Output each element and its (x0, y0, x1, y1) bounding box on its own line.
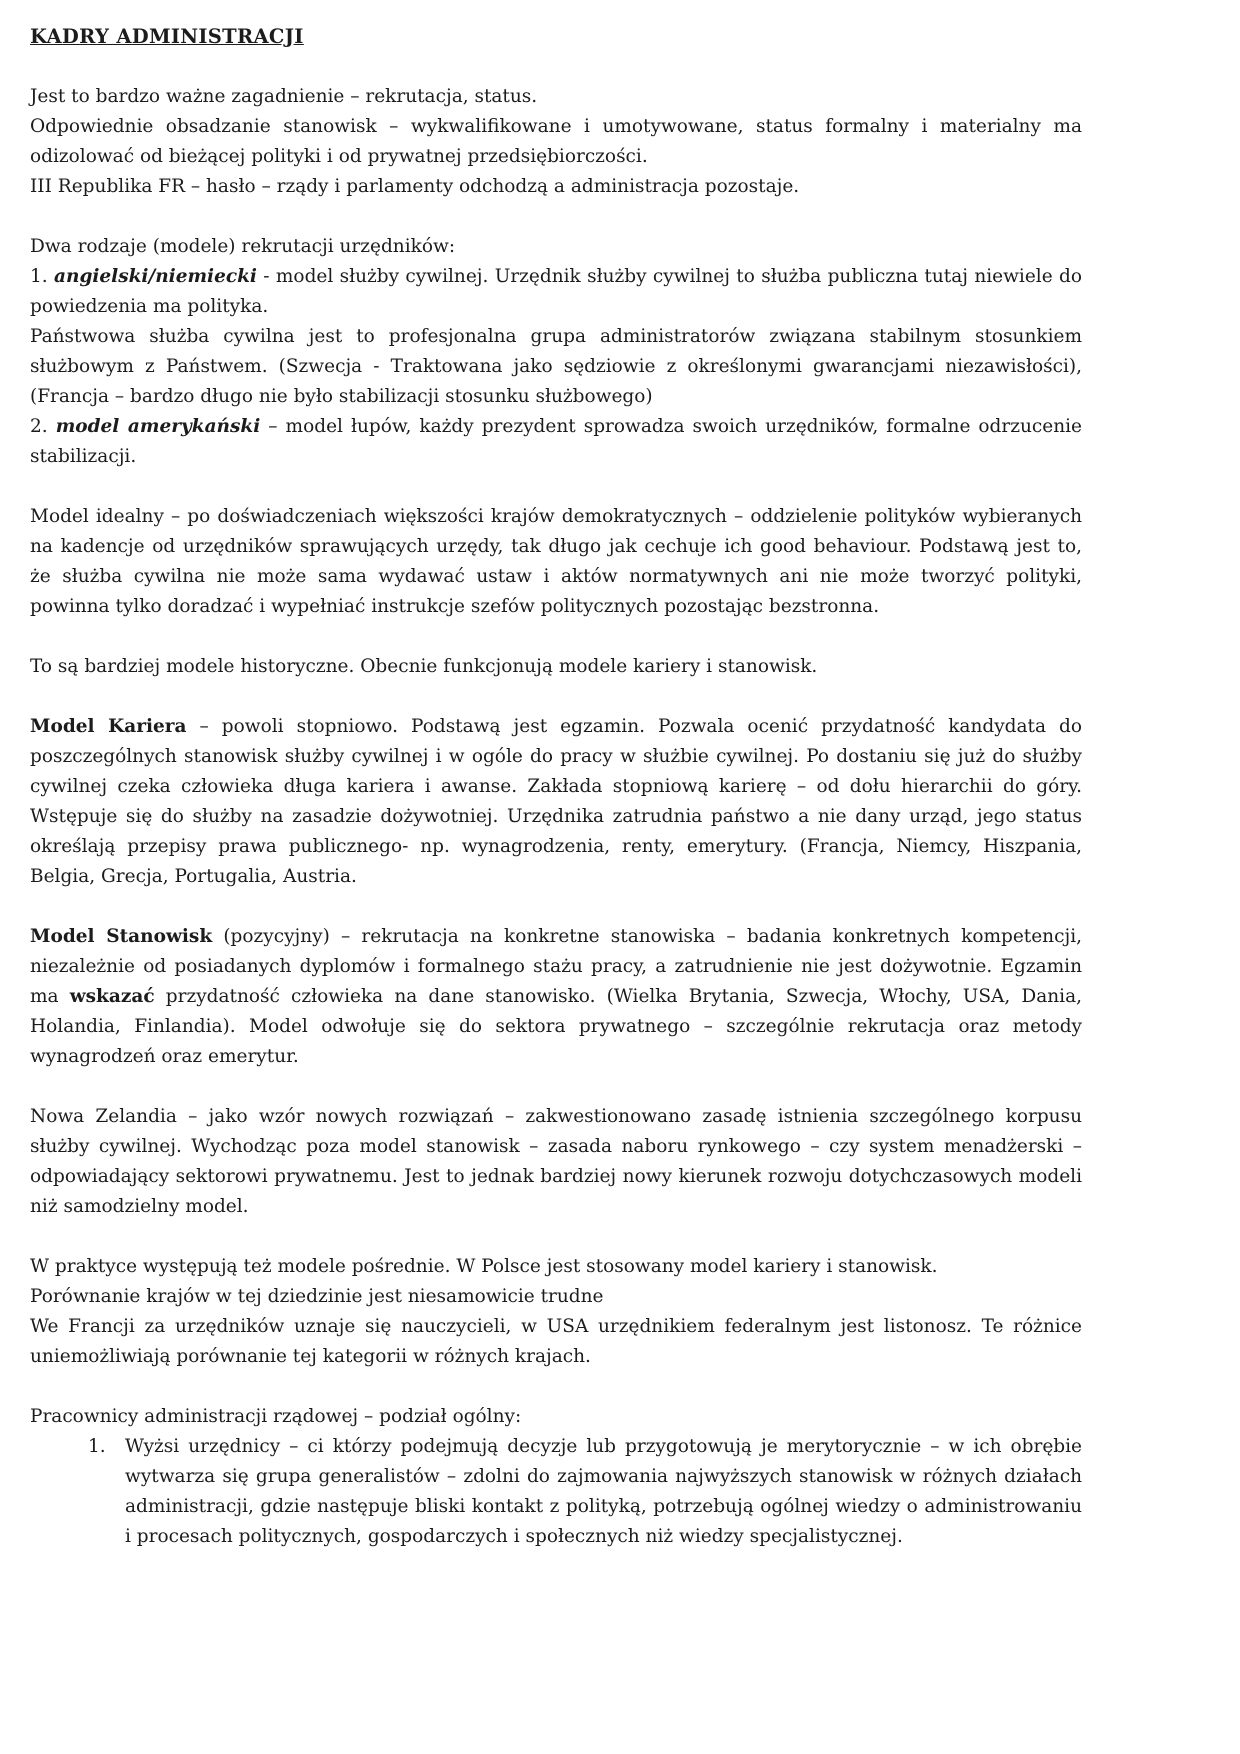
text-segment: KADRY ADMINISTRACJI (30, 25, 304, 48)
paragraph (30, 922, 1082, 1072)
blank-line (30, 52, 1082, 82)
paragraph (30, 322, 1082, 412)
text-segment: model amerykański (55, 416, 261, 437)
text-segment: Porównanie krajów w tej dziedzinie jest niesamowicie trudne (30, 1286, 604, 1307)
document-title (30, 22, 1082, 52)
blank-line (30, 1222, 1082, 1252)
text-segment: W praktyce występują też modele pośrednie. W Polsce jest stosowany model kariery i stanowisk. (30, 1256, 938, 1277)
text-segment: - model służby cywilnej. Urzędnik służby cywilnej to służba publiczna tutaj niewiele do powiedzenia ma polityka. (30, 266, 1082, 317)
text-segment: Model Kariera (30, 716, 187, 737)
text-segment: – powoli stopniowo. Podstawą jest egzamin. Pozwala ocenić przydatność kandydata do poszczególnych stanowisk służby cywilnej i w ogóle do pracy w służbie cywilnej. Po dostaniu się już do służby cywilnej czeka człowieka długa kariera i awanse. Zakłada stopniową karierę – od dołu hierarchii do góry. Wstępuje się do służby na zasadzie dożywotniej. Urzędnika zatrudnia państwo a nie dany urząd, jego status określają przepisy prawa publicznego- np. wynagrodzenia, renty, emerytury. (Francja, Niemcy, Hiszpania, Belgia, Grecja, Portugalia, Austria. (30, 716, 1082, 887)
blank-line (30, 1372, 1082, 1402)
paragraph (30, 502, 1082, 622)
paragraph (30, 262, 1082, 322)
blank-line (30, 682, 1082, 712)
paragraph (30, 1312, 1082, 1372)
paragraph (30, 1402, 1082, 1432)
paragraph (30, 712, 1082, 892)
blank-line (30, 622, 1082, 652)
text-segment: Model idealny – po doświadczeniach większości krajów demokratycznych – oddzielenie polityków wybieranych na kadencje od urzędników sprawujących urzędy, tak długo jak cechuje ich good behaviour. Podstawą jest to, że służba cywilna nie może sama wydawać ustaw i aktów normatywnych ani nie może tworzyć polityki, powinna tylko doradzać i wypełniać instrukcje szefów politycznych pozostając bezstronna. (30, 506, 1082, 617)
text-segment: Nowa Zelandia – jako wzór nowych rozwiązań – zakwestionowano zasadę istnienia szczególnego korpusu służby cywilnej. Wychodząc poza model stanowisk – zasada naboru rynkowego – czy system menadżerski – odpowiadający sektorowi prywatnemu. Jest to jednak bardziej nowy kierunek rozwoju dotychczasowych modeli niż samodzielny model. (30, 1106, 1082, 1217)
text-segment: przydatność człowieka na dane stanowisko. (Wielka Brytania, Szwecja, Włochy, USA, Dania, Holandia, Finlandia). Model odwołuje się do sektora prywatnego – szczególnie rekrutacja oraz metody wynagrodzeń oraz emerytur. (30, 986, 1082, 1067)
text-segment: To są bardziej modele historyczne. Obecnie funkcjonują modele kariery i stanowisk. (30, 656, 818, 677)
paragraph (30, 112, 1082, 172)
text-segment: Odpowiednie obsadzanie stanowisk – wykwalifikowane i umotywowane, status formalny i materialny ma odizolować od bieżącej polityki i od prywatnej przedsiębiorczości. (30, 116, 1082, 167)
text-segment: Dwa rodzaje (modele) rekrutacji urzędników: (30, 236, 456, 257)
text-segment: wskazać (69, 986, 155, 1007)
blank-line (30, 1072, 1082, 1102)
blank-line (30, 472, 1082, 502)
text-segment: Jest to bardzo ważne zagadnienie – rekrutacja, status. (30, 86, 538, 107)
paragraph (30, 232, 1082, 262)
list-item (30, 1432, 1082, 1552)
list-number: 1. (88, 1436, 106, 1457)
paragraph (30, 412, 1082, 472)
paragraph (30, 652, 1082, 682)
text-segment: Państwowa służba cywilna jest to profesjonalna grupa administratorów związana stabilnym stosunkiem służbowym z Państwem. (Szwecja - Traktowana jako sędziowie z określonymi gwarancjami niezawisłości), (Francja – bardzo długo nie było stabilizacji stosunku służbowego) (30, 326, 1082, 407)
text-segment: (pozycyjny) – rekrutacja na konkretne stanowiska – badania konkretnych kompetencji, niezależnie od posiadanych dyplomów i formalnego stażu pracy, a zatrudnienie nie jest dożywotnie. Egzamin ma (30, 926, 1082, 1007)
document-body (30, 22, 1082, 1552)
text-segment: III Republika FR – hasło – rządy i parlamenty odchodzą a administracja pozostaje. (30, 176, 800, 197)
text-segment: Pracownicy administracji rządowej – podział ogólny: (30, 1406, 522, 1427)
paragraph (30, 1282, 1082, 1312)
paragraph (30, 1252, 1082, 1282)
text-segment: We Francji za urzędników uznaje się nauczycieli, w USA urzędnikiem federalnym jest listonosz. Te różnice uniemożliwiają porównanie tej kategorii w różnych krajach. (30, 1316, 1082, 1367)
blank-line (30, 892, 1082, 922)
text-segment: 2. (30, 416, 56, 437)
text-segment: 1. (30, 266, 54, 287)
paragraph (30, 82, 1082, 112)
blank-line (30, 202, 1082, 232)
text-segment: angielski/niemiecki (54, 266, 257, 287)
text-segment: – model łupów, każdy prezydent sprowadza swoich urzędników, formalne odrzucenie stabilizacji. (30, 416, 1082, 467)
text-segment: Model Stanowisk (30, 926, 213, 947)
paragraph (30, 1102, 1082, 1222)
text-segment: Wyżsi urzędnicy – ci którzy podejmują decyzje lub przygotowują je merytorycznie – w ich obrębie wytwarza się grupa generalistów – zdolni do zajmowania najwyższych stanowisk w różnych działach administracji, gdzie następuje bliski kontakt z polityką, potrzebują ogólnej wiedzy o administrowaniu i procesach politycznych, gospodarczych i społecznych niż wiedzy specjalistycznej. (125, 1436, 1082, 1547)
paragraph (30, 172, 1082, 202)
